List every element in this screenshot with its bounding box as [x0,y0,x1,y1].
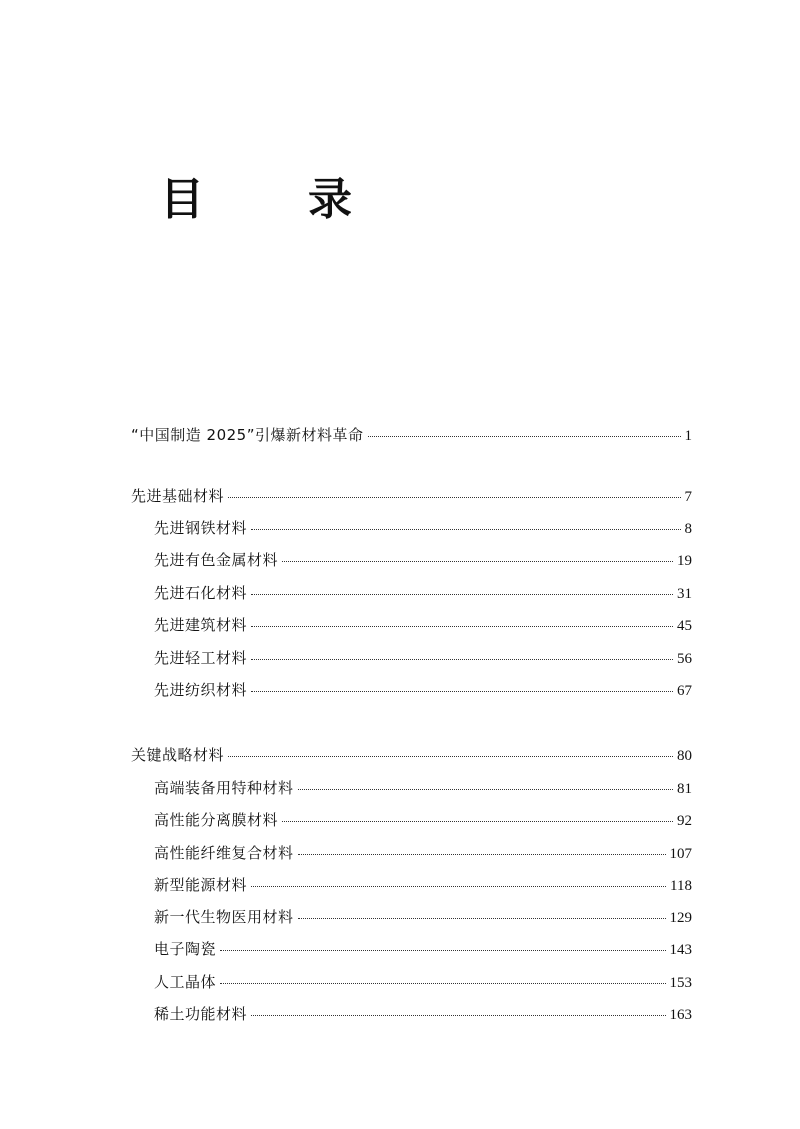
dot-leader [251,691,673,692]
dot-leader [282,821,673,822]
toc-entry-label: 关键战略材料 [131,746,225,764]
toc-entry-page-number: 7 [684,489,692,505]
toc-entry-label: 稀土功能材料 [154,1005,248,1023]
toc-entry-page-number: 153 [669,975,692,991]
toc-entry-page-number: 31 [677,586,692,602]
dot-leader [220,983,665,984]
toc-entry-page-number: 143 [669,942,692,958]
toc-subsection-entry[interactable] [154,777,692,799]
dot-leader [251,594,673,595]
toc-subsection-entry[interactable] [154,971,692,993]
toc-entry-page-number: 163 [669,1007,692,1023]
toc-subsection-entry[interactable] [154,906,692,928]
toc-subsection-entry[interactable] [154,1003,692,1025]
toc-subsection-entry[interactable] [154,614,692,636]
toc-entry-page-number: 56 [677,651,692,667]
toc-entry-label: 人工晶体 [154,973,217,991]
toc-subsection-entry[interactable] [154,647,692,669]
dot-leader [251,886,666,887]
dot-leader [298,854,666,855]
dot-leader [282,561,673,562]
toc-subsection-entry[interactable] [154,549,692,571]
toc-subsection-entry[interactable] [154,809,692,831]
toc-entry-page-number: 81 [677,781,692,797]
toc-subsection-entry[interactable] [154,938,692,960]
toc-entry-page-number: 67 [677,683,692,699]
toc-entry-label: 先进钢铁材料 [154,519,248,537]
toc-section-entry[interactable] [131,424,692,446]
toc-entry-page-number: 1 [684,428,692,444]
toc-entry-page-number: 8 [684,521,692,537]
dot-leader [298,918,666,919]
toc-entry-label: 新型能源材料 [154,876,248,894]
toc-entry-label: 高性能分离膜材料 [154,811,279,829]
dot-leader [251,659,673,660]
dot-leader [368,436,681,437]
toc-entry-page-number: 118 [670,878,692,894]
toc-entry-label: 先进石化材料 [154,584,248,602]
toc-entry-label: 先进纺织材料 [154,681,248,699]
toc-subsection-entry[interactable] [154,842,692,864]
toc-subsection-entry[interactable] [154,679,692,701]
toc-entry-label: 高性能纤维复合材料 [154,844,294,862]
dot-leader [228,756,673,757]
dot-leader [228,497,680,498]
dot-leader [298,789,673,790]
toc-entry-label: 新一代生物医用材料 [154,908,294,926]
dot-leader [251,626,673,627]
page-title: 目 录 [160,174,382,225]
dot-leader [251,1015,665,1016]
toc-entry-label: 先进轻工材料 [154,649,248,667]
toc-entry-page-number: 45 [677,618,692,634]
toc-section-entry[interactable] [131,485,692,507]
toc-entry-label: 先进有色金属材料 [154,551,279,569]
toc-entry-label: 高端装备用特种材料 [154,779,294,797]
toc-entry-label: 先进建筑材料 [154,616,248,634]
toc-entry-page-number: 129 [669,910,692,926]
toc-entry-page-number: 107 [669,846,692,862]
toc-entry-page-number: 92 [677,813,692,829]
toc-entry-page-number: 19 [677,553,692,569]
toc-entry-label: 电子陶瓷 [154,940,217,958]
toc-subsection-entry[interactable] [154,874,692,896]
dot-leader [251,529,680,530]
toc-subsection-entry[interactable] [154,517,692,539]
toc-entry-page-number: 80 [677,748,692,764]
dot-leader [220,950,665,951]
toc-subsection-entry[interactable] [154,582,692,604]
toc-entry-label: 先进基础材料 [131,487,225,505]
toc-entry-label: “中国制造 2025”引爆新材料革命 [131,426,364,444]
toc-section-entry[interactable] [131,744,692,766]
